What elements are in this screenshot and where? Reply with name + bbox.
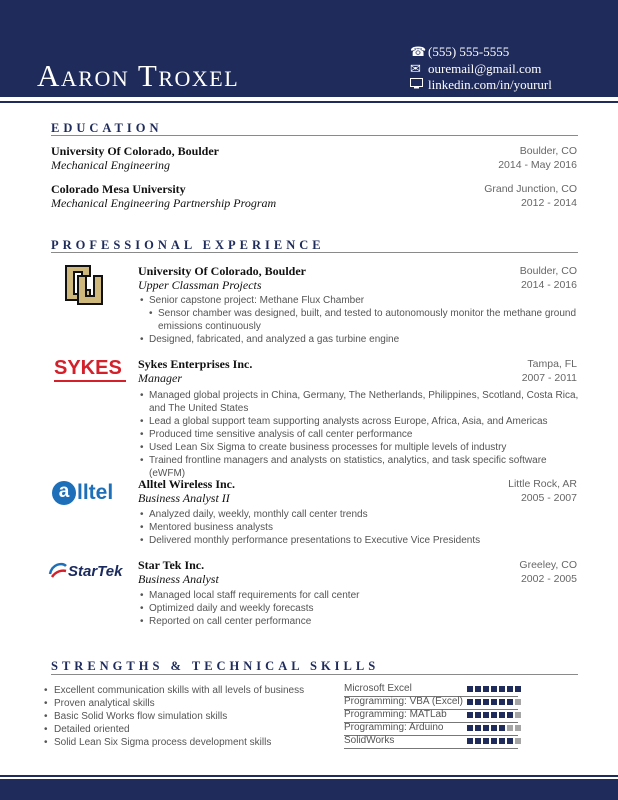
bullet-item: • Senior capstone project: Methane Flux Chamber xyxy=(140,294,580,307)
bullet-item: • Delivered monthly performance presentations to Executive Vice Presidents xyxy=(140,534,580,547)
rating-square-filled xyxy=(491,699,497,705)
education-degree: Mechanical Engineering xyxy=(51,158,170,172)
bullet-item: • Used Lean Six Sigma to create business processes for multiple levels of industry xyxy=(140,441,580,454)
rating-square-filled xyxy=(499,699,505,705)
strength-item: • Proven analytical skills xyxy=(44,697,344,710)
skill-rating xyxy=(467,686,521,692)
job-role: Business Analyst II xyxy=(138,491,230,505)
skill-name: Programming: VBA (Excel) xyxy=(344,696,463,707)
alltel-logo-text: lltel xyxy=(77,481,114,504)
rating-square-filled xyxy=(475,686,481,692)
skill-row xyxy=(344,735,518,749)
bullet-item: • Designed, fabricated, and analyzed a gas turbine engine xyxy=(140,333,580,346)
skill-rating xyxy=(467,712,521,718)
bullet-item: emissions continuously xyxy=(158,321,261,332)
job-role: Manager xyxy=(138,371,182,385)
rating-square-filled xyxy=(483,712,489,718)
strength-item: • Detailed oriented xyxy=(44,723,344,736)
job-dates: 2007 - 2011 xyxy=(521,372,577,384)
education-rule xyxy=(51,135,578,136)
phone-text: (555) 555-5555 xyxy=(428,44,510,59)
linkedin-text[interactable]: linkedin.com/in/yoururl xyxy=(428,77,552,92)
skill-row xyxy=(344,722,518,736)
phone-icon: ☎ xyxy=(410,44,427,59)
bullet-item: • Reported on call center performance xyxy=(140,615,580,628)
rating-square-filled xyxy=(475,712,481,718)
education-dates: 2014 - May 2016 xyxy=(498,159,577,171)
bullet-item: • Mentored business analysts xyxy=(140,521,580,534)
job-dates: 2002 - 2005 xyxy=(520,573,577,585)
contact-email[interactable] xyxy=(410,61,541,77)
education-location: Grand Junction, CO xyxy=(484,183,577,195)
job-location: Greeley, CO xyxy=(519,559,577,571)
rating-square-filled xyxy=(499,725,505,731)
rating-square-filled xyxy=(467,699,473,705)
rating-square-filled xyxy=(515,686,521,692)
skill-rating xyxy=(467,699,521,705)
rating-square-empty xyxy=(515,738,521,744)
rating-square-filled xyxy=(499,712,505,718)
contact-phone xyxy=(410,44,509,60)
rating-square-empty xyxy=(515,712,521,718)
sykes-logo xyxy=(54,357,128,387)
job-location: Tampa, FL xyxy=(527,358,577,370)
bullet-item: • Optimized daily and weekly forecasts xyxy=(140,602,580,615)
contact-linkedin[interactable] xyxy=(410,77,552,93)
skills-rule xyxy=(51,674,578,675)
bullet-item: • Analyzed daily, weekly, monthly call center trends xyxy=(140,508,580,521)
rating-square-empty xyxy=(515,699,521,705)
alltel-logo xyxy=(52,478,132,508)
job-location: Little Rock, AR xyxy=(508,478,577,490)
skill-row xyxy=(344,709,518,723)
startek-swoosh-icon xyxy=(48,562,68,580)
rating-square-filled xyxy=(507,712,513,718)
skill-name: Programming: Arduino xyxy=(344,722,444,733)
experience-rule xyxy=(51,252,578,253)
skill-row xyxy=(344,683,518,697)
skill-row xyxy=(344,696,518,710)
strength-item: • Excellent communication skills with all levels of business xyxy=(44,684,344,697)
rating-square-filled xyxy=(499,686,505,692)
job-dates: 2014 - 2016 xyxy=(520,279,577,291)
envelope-icon: ✉ xyxy=(410,61,421,76)
rating-square-filled xyxy=(499,738,505,744)
candidate-name: Aaron Troxel xyxy=(37,58,240,93)
sykes-logo-text: SYKES xyxy=(54,357,122,379)
email-text[interactable]: ouremail@gmail.com xyxy=(428,61,542,76)
rating-square-filled xyxy=(491,725,497,731)
bullet-item: • Sensor chamber was designed, built, and tested to autonomously monitor the methane ground xyxy=(149,307,580,320)
rating-square-filled xyxy=(507,686,513,692)
bullet-item: • Trained frontline managers and analysts on statistics, analytics, and task specific software (eWFM) xyxy=(140,454,580,480)
footer-rule xyxy=(0,775,618,777)
education-school: Colorado Mesa University xyxy=(51,182,186,196)
startek-logo xyxy=(48,559,132,583)
bullet-item: • Managed local staff requirements for call center xyxy=(140,589,580,602)
rating-square-filled xyxy=(507,699,513,705)
strengths-list xyxy=(44,684,344,749)
education-dates: 2012 - 2014 xyxy=(520,197,577,209)
rating-square-filled xyxy=(475,725,481,731)
job-location: Boulder, CO xyxy=(519,265,577,277)
job-company: Star Tek Inc. xyxy=(138,558,205,572)
rating-square-filled xyxy=(491,738,497,744)
education-degree: Mechanical Engineering Partnership Program xyxy=(51,196,277,210)
rating-square-filled xyxy=(507,738,513,744)
bullet-item: • Produced time sensitive analysis of call center performance xyxy=(140,428,580,441)
skills-heading: STRENGTHS & TECHNICAL SKILLS xyxy=(51,659,380,673)
rating-square-filled xyxy=(483,725,489,731)
bullet-item: • Managed global projects in China, Germany, The Netherlands, Philippines, Scotland, Costa Rica, xyxy=(140,389,580,402)
skill-name: Programming: MATLab xyxy=(344,709,447,720)
rating-square-filled xyxy=(483,738,489,744)
job-company: Sykes Enterprises Inc. xyxy=(138,357,253,371)
experience-heading: PROFESSIONAL EXPERIENCE xyxy=(51,238,325,252)
job-bullets xyxy=(140,508,580,547)
rating-square-filled xyxy=(467,686,473,692)
rating-square-empty xyxy=(515,725,521,731)
rating-square-filled xyxy=(491,686,497,692)
job-bullets xyxy=(140,589,580,628)
job-bullets xyxy=(140,294,580,346)
alltel-circle-icon: a xyxy=(52,481,76,505)
rating-square-filled xyxy=(467,738,473,744)
strength-item: • Basic Solid Works flow simulation skills xyxy=(44,710,344,723)
skill-name: Microsoft Excel xyxy=(344,683,412,694)
rating-square-filled xyxy=(467,712,473,718)
header-rule xyxy=(0,101,618,103)
job-bullets xyxy=(140,389,580,480)
footer-banner xyxy=(0,779,618,800)
job-dates: 2005 - 2007 xyxy=(520,492,577,504)
rating-square-filled xyxy=(467,725,473,731)
bullet-item: and The United States xyxy=(149,403,249,414)
rating-square-filled xyxy=(475,738,481,744)
skill-rating xyxy=(467,738,521,744)
job-company: University Of Colorado, Boulder xyxy=(138,264,306,278)
rating-square-filled xyxy=(491,712,497,718)
education-location: Boulder, CO xyxy=(519,145,577,157)
education-heading: EDUCATION xyxy=(51,121,163,135)
rating-square-filled xyxy=(475,699,481,705)
rating-square-filled xyxy=(483,699,489,705)
rating-square-empty xyxy=(507,725,513,731)
skill-rating xyxy=(467,725,521,731)
strength-item: • Solid Lean Six Sigma process development skills xyxy=(44,736,344,749)
job-role: Business Analyst xyxy=(138,572,219,586)
startek-logo-text: StarTek xyxy=(68,562,123,580)
skill-name: SolidWorks xyxy=(344,735,395,746)
cu-buffaloes-logo xyxy=(64,264,104,313)
education-school: University Of Colorado, Boulder xyxy=(51,144,219,158)
job-company: Alltel Wireless Inc. xyxy=(138,477,235,491)
rating-square-filled xyxy=(483,686,489,692)
bullet-item: • Lead a global support team supporting analysts across Europe, Africa, Asia, and Americas xyxy=(140,415,580,428)
job-role: Upper Classman Projects xyxy=(138,278,262,292)
monitor-icon xyxy=(410,77,424,93)
